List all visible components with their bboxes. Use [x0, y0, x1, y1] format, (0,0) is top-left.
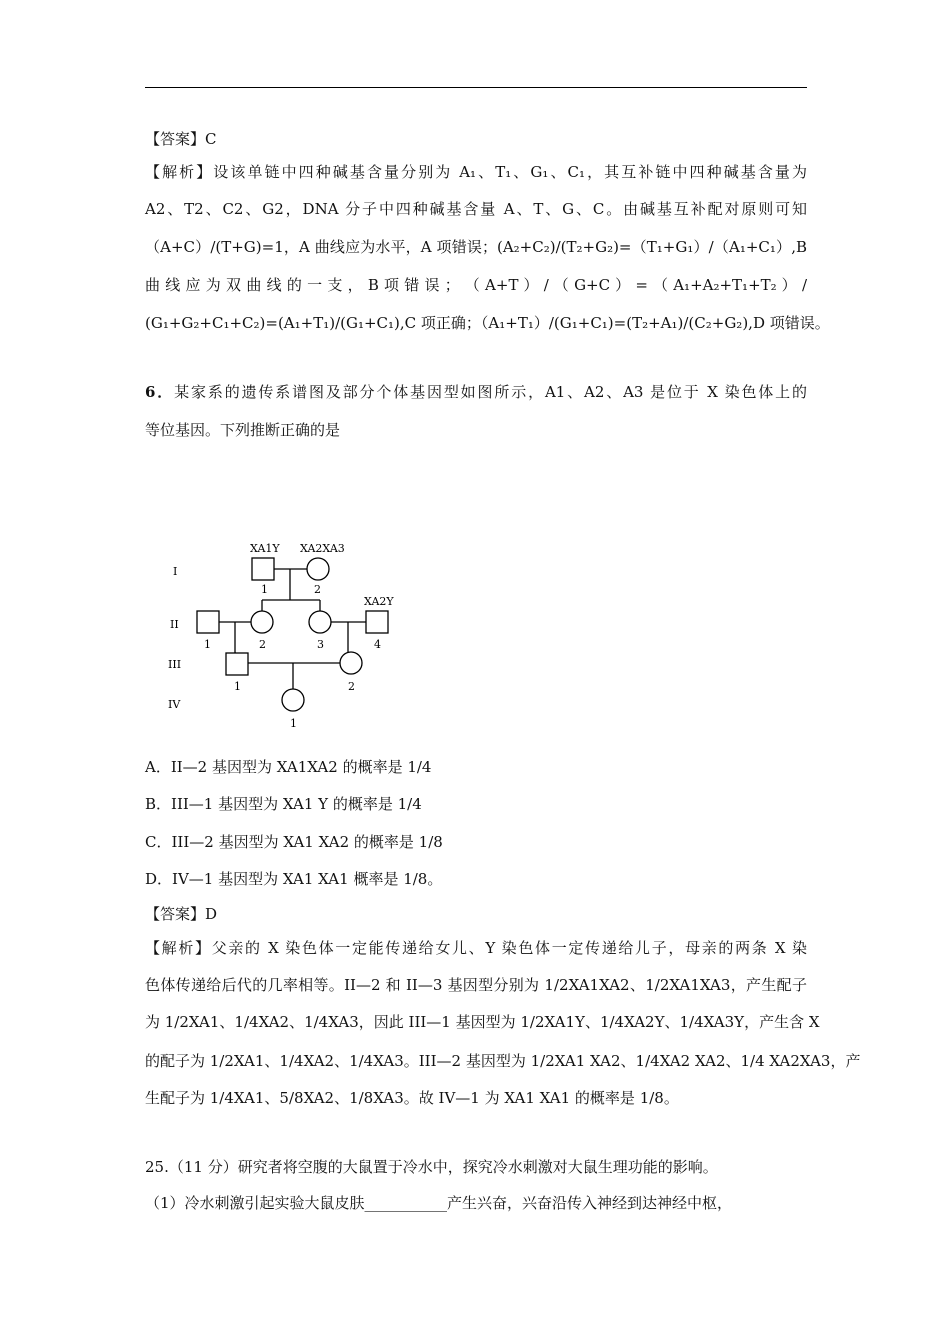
i1-male-symbol [252, 558, 274, 580]
q5-analysis-line-2: A2、T2、C2、G2，DNA 分子中四种碱基含量 A、T、G、C。由碱基互补配对原则可知 [145, 200, 807, 218]
q25-subquestion-1: （1）冷水刺激引起实验大鼠皮肤___________产生兴奋，兴奋沿传入神经到达神经中枢， [145, 1194, 733, 1212]
ii2-number: 2 [259, 638, 266, 651]
q6-analysis-line-2: 色体传递给后代的几率相等。II—2 和 II—3 基因型分别为 1/2XA1XA2、1/2XA1XA3，产生配子 [145, 976, 807, 994]
q6-answer: 【答案】D [145, 905, 218, 923]
option-a: A．II—2 基因型为 XA1XA2 的概率是 1/4 [145, 758, 432, 776]
gen-label-iii: III [168, 658, 182, 671]
iii2-female-symbol [340, 652, 362, 674]
header-rule [145, 87, 807, 88]
i2-number: 2 [314, 583, 321, 596]
q6-analysis-line-1: 【解析】父亲的 X 染色体一定能传递给女儿、Y 染色体一定传递给儿子，母亲的两条 X 染 [145, 939, 807, 957]
i2-genotype: XA2XA3 [300, 542, 345, 555]
q6-stem-text: 某家系的遗传系谱图及部分个体基因型如图所示，A1、A2、A3 是位于 X 染色体上的 [174, 383, 808, 401]
i2-female-symbol [307, 558, 329, 580]
iii1-male-symbol [226, 653, 248, 675]
ii3-number: 3 [317, 638, 324, 651]
i1-number: 1 [261, 583, 268, 596]
q5-analysis-line-5: (G₁+G₂+C₁+C₂)=(A₁+T₁)/(G₁+C₁),C 项正确；（A₁+T₁）/(G₁+C₁)=(T₂+A₁)/(C₂+G₂),D 项错误。 [145, 314, 830, 332]
q5-analysis-line-3: （A+C）/(T+G)=1，A 曲线应为水平，A 项错误；(A₂+C₂)/(T₂+G₂)=（T₁+G₁）/（A₁+C₁）,B [145, 238, 807, 256]
iii1-number: 1 [234, 680, 241, 693]
iv1-number: 1 [290, 717, 297, 730]
iv1-female-symbol [282, 689, 304, 711]
ii4-male-symbol [366, 611, 388, 633]
gen-label-i: I [173, 565, 178, 578]
ii2-female-symbol [251, 611, 273, 633]
q6-analysis-line-4: 的配子为 1/2XA1、1/4XA2、1/4XA3。III—2 基因型为 1/2XA1 XA2、1/4XA2 XA2、1/4 XA2XA3，产 [145, 1052, 861, 1070]
ii1-number: 1 [204, 638, 211, 651]
q5-analysis-line-4: 曲 线 应 为 双 曲 线 的 一 支 ， B 项 错 误 ； （ A+T ） / （ G+C ） = （ A₁+A₂+T₁+T₂ ） / [145, 276, 807, 294]
ii1-male-symbol [197, 611, 219, 633]
option-c: C．III—2 基因型为 XA1 XA2 的概率是 1/8 [145, 833, 443, 851]
q6-number: 6． [145, 383, 175, 401]
pedigree-chart [160, 530, 420, 730]
q6-stem-line-2: 等位基因。下列推断正确的是 [145, 421, 341, 439]
ii3-female-symbol [309, 611, 331, 633]
q25-stem: 25.（11 分）研究者将空腹的大鼠置于冷水中，探究冷水刺激对大鼠生理功能的影响。 [145, 1158, 718, 1176]
ii4-genotype: XA2Y [364, 595, 394, 608]
gen-label-iv: IV [168, 698, 181, 711]
option-b: B．III—1 基因型为 XA1 Y 的概率是 1/4 [145, 795, 422, 813]
option-d: D．IV—1 基因型为 XA1 XA1 概率是 1/8。 [145, 870, 443, 888]
iii2-number: 2 [348, 680, 355, 693]
ii4-number: 4 [374, 638, 381, 651]
q6-analysis-line-5: 生配子为 1/4XA1、5/8XA2、1/8XA3。故 IV—1 为 XA1 XA1 的概率是 1/8。 [145, 1089, 679, 1107]
q5-analysis-line-1: 【解析】设该单链中四种碱基含量分别为 A₁、T₁、G₁、C₁，其互补链中四种碱基含量为 [145, 163, 807, 181]
gen-label-ii: II [170, 618, 179, 631]
q6-stem-line-1 [145, 381, 807, 403]
q6-analysis-line-3: 为 1/2XA1、1/4XA2、1/4XA3，因此 III—1 基因型为 1/2XA1Y、1/4XA2Y、1/4XA3Y，产生含 X [145, 1013, 820, 1031]
i1-genotype: XA1Y [250, 542, 280, 555]
q5-answer: 【答案】C [145, 130, 217, 148]
